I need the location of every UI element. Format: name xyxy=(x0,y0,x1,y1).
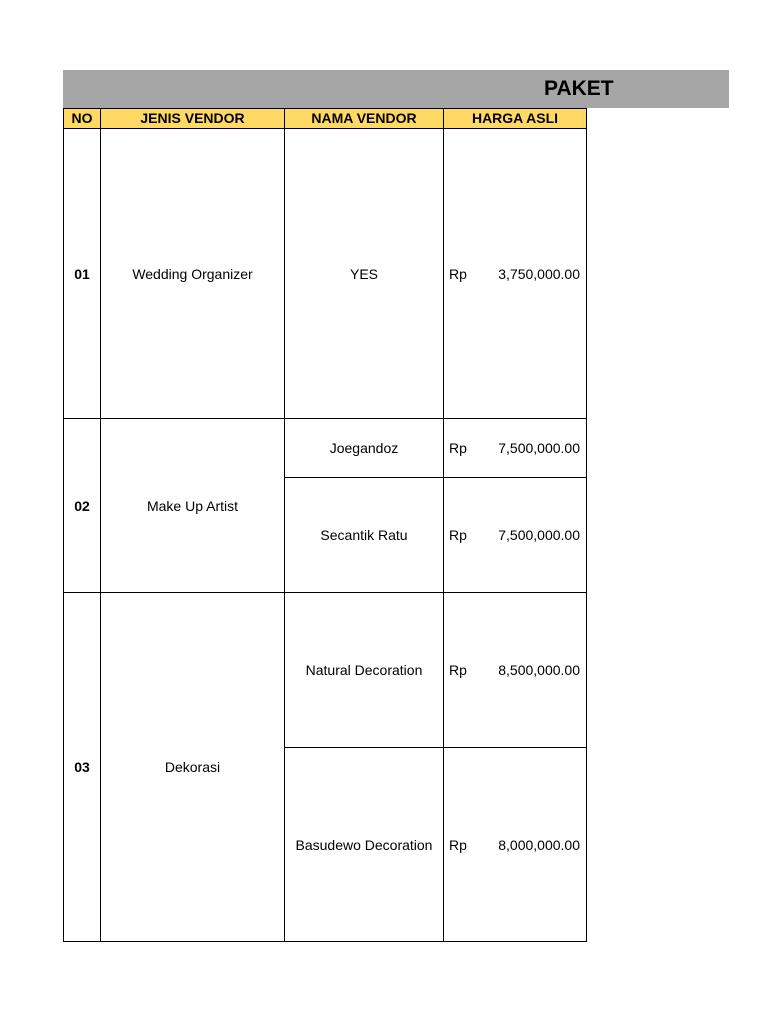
vendor-table xyxy=(63,108,587,942)
price-amount: 8,500,000.00 xyxy=(498,662,580,678)
row-number: 03 xyxy=(64,593,101,942)
currency-label: Rp xyxy=(449,265,467,282)
page-title: PAKET xyxy=(544,77,614,100)
vendor-name: Natural Decoration xyxy=(285,593,444,748)
table-row xyxy=(64,129,587,419)
header-no: NO xyxy=(64,109,101,129)
row-number: 02 xyxy=(64,419,101,593)
header-row xyxy=(64,109,587,129)
header-jenis-vendor: JENIS VENDOR xyxy=(101,109,285,129)
header-nama-vendor: NAMA VENDOR xyxy=(285,109,444,129)
vendor-name: Basudewo Decoration xyxy=(285,748,444,942)
price-cell xyxy=(444,419,587,478)
table-row xyxy=(64,419,587,478)
currency-label: Rp xyxy=(449,440,467,456)
price-cell xyxy=(444,478,587,593)
currency-label: Rp xyxy=(449,527,467,543)
vendor-name: Joegandoz xyxy=(285,419,444,478)
vendor-name: YES xyxy=(285,129,444,419)
vendor-type: Wedding Organizer xyxy=(101,129,285,419)
price-amount: 8,000,000.00 xyxy=(498,836,580,853)
currency-label: Rp xyxy=(449,836,467,853)
price-amount: 7,500,000.00 xyxy=(498,440,580,456)
vendor-type: Dekorasi xyxy=(101,593,285,942)
currency-label: Rp xyxy=(449,662,467,678)
price-cell xyxy=(444,593,587,748)
price-amount: 7,500,000.00 xyxy=(498,527,580,543)
title-bar xyxy=(63,70,729,108)
row-number: 01 xyxy=(64,129,101,419)
price-amount: 3,750,000.00 xyxy=(498,265,580,282)
header-harga-asli: HARGA ASLI xyxy=(444,109,587,129)
price-cell xyxy=(444,129,587,419)
table-row xyxy=(64,593,587,748)
price-cell xyxy=(444,748,587,942)
vendor-name: Secantik Ratu xyxy=(285,478,444,593)
vendor-type: Make Up Artist xyxy=(101,419,285,593)
